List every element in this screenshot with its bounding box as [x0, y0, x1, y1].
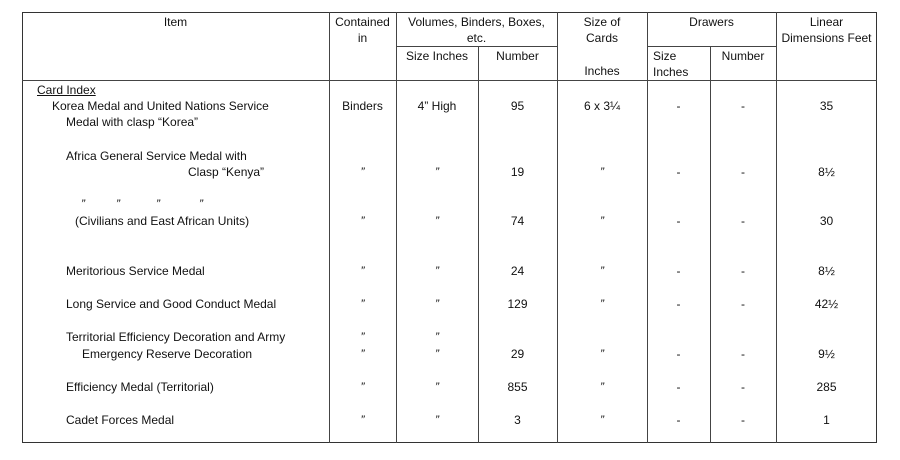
row-drawer-number: -: [741, 297, 745, 311]
ditto-mark: ”: [81, 197, 85, 211]
ditto-mark: ”: [360, 330, 365, 344]
row-cards: ”: [600, 380, 604, 394]
ditto-mark: ”: [435, 330, 439, 344]
row-contained: ”: [360, 214, 365, 228]
header-cards-inches: Inches: [584, 64, 620, 78]
row-item: (Civilians and East African Units): [75, 214, 250, 228]
row-linear: 9½: [818, 347, 835, 361]
row-cards: ”: [600, 347, 604, 361]
row-item: Medal with clasp “Korea”: [66, 115, 199, 129]
row-number: 95: [510, 99, 525, 113]
row-drawer-size: -: [676, 380, 681, 394]
header-drawers: Drawers: [689, 15, 734, 29]
row-drawer-number: -: [741, 99, 745, 113]
header-volumes: Volumes, Binders, Boxes,: [408, 15, 545, 29]
row-size: ”: [435, 297, 439, 311]
row-cards: ”: [600, 165, 604, 179]
row-drawer-number: -: [741, 165, 745, 179]
row-drawer-number: -: [741, 347, 745, 361]
row-item: Long Service and Good Conduct Medal: [66, 297, 277, 311]
row-drawer-number: -: [741, 380, 745, 394]
header-cards: Size of: [583, 15, 621, 29]
row-number: 855: [507, 380, 528, 394]
row-contained: ”: [360, 413, 365, 427]
row-item: Africa General Service Medal with: [66, 149, 247, 163]
header-contained: Contained: [335, 15, 390, 29]
header-volumes: etc.: [466, 31, 487, 45]
row-cards: ”: [600, 214, 604, 228]
row-linear: 8½: [818, 165, 835, 179]
row-size: ”: [435, 380, 439, 394]
row-size: 4” High: [417, 99, 457, 113]
header-drawer-size: Inches: [653, 65, 689, 79]
row-size: ”: [435, 347, 439, 361]
row-linear: 35: [819, 99, 834, 113]
row-item: Efficiency Medal (Territorial): [66, 380, 214, 394]
row-number: 24: [510, 264, 525, 278]
row-size: ”: [435, 413, 439, 427]
row-item: Korea Medal and United Nations Service: [52, 99, 269, 113]
row-drawer-size: -: [676, 214, 681, 228]
header-bottom-line: [22, 80, 877, 81]
row-contained: ”: [360, 297, 365, 311]
row-cards: 6 x 3¼: [583, 99, 621, 113]
row-item: Clasp “Kenya”: [188, 165, 265, 179]
row-number: 19: [510, 165, 525, 179]
row-contained: ”: [360, 347, 365, 361]
row-contained: ”: [360, 165, 365, 179]
row-contained: ”: [360, 264, 365, 278]
ditto-mark: ”: [116, 197, 120, 211]
row-linear: 30: [819, 214, 834, 228]
row-size: ”: [435, 165, 439, 179]
row-drawer-number: -: [741, 264, 745, 278]
row-number: 129: [507, 297, 528, 311]
row-drawer-size: -: [676, 165, 681, 179]
row-drawer-size: -: [676, 297, 681, 311]
subheader-line: [647, 46, 776, 47]
header-drawer-number: Number: [721, 49, 765, 63]
row-cards: ”: [600, 264, 604, 278]
row-drawer-size: -: [676, 413, 681, 427]
row-size: ”: [435, 214, 439, 228]
row-drawer-number: -: [741, 214, 745, 228]
ditto-mark: ”: [199, 197, 203, 211]
row-size: ”: [435, 264, 439, 278]
row-linear: 1: [823, 413, 830, 427]
row-cards: ”: [600, 297, 604, 311]
header-item: Item: [163, 15, 188, 29]
section-title: Card Index: [37, 83, 96, 97]
row-item: Emergency Reserve Decoration: [82, 347, 253, 361]
row-item: Cadet Forces Medal: [66, 413, 175, 427]
row-contained: ”: [360, 380, 365, 394]
ditto-mark: ”: [156, 197, 160, 211]
row-number: 74: [510, 214, 525, 228]
header-drawer-size: Size: [653, 49, 677, 63]
row-linear: 285: [816, 380, 837, 394]
row-drawer-size: -: [676, 99, 681, 113]
row-number: 3: [514, 413, 521, 427]
row-drawer-size: -: [676, 347, 681, 361]
row-item: Meritorious Service Medal: [66, 264, 205, 278]
header-linear: Dimensions Feet: [781, 31, 872, 45]
header-linear: Linear: [809, 15, 844, 29]
subheader-line: [396, 46, 557, 47]
row-cards: ”: [600, 413, 604, 427]
row-linear: 8½: [818, 264, 835, 278]
row-drawer-number: -: [741, 413, 745, 427]
row-linear: 42½: [814, 297, 839, 311]
header-vol-number: Number: [496, 49, 539, 63]
header-vol-size: Size Inches: [405, 49, 469, 63]
row-drawer-size: -: [676, 264, 681, 278]
row-item: Territorial Efficiency Decoration and Army: [66, 330, 286, 344]
header-cards: Cards: [585, 31, 618, 45]
row-contained: Binders: [342, 99, 383, 113]
row-number: 29: [510, 347, 525, 361]
header-contained: in: [357, 31, 368, 45]
